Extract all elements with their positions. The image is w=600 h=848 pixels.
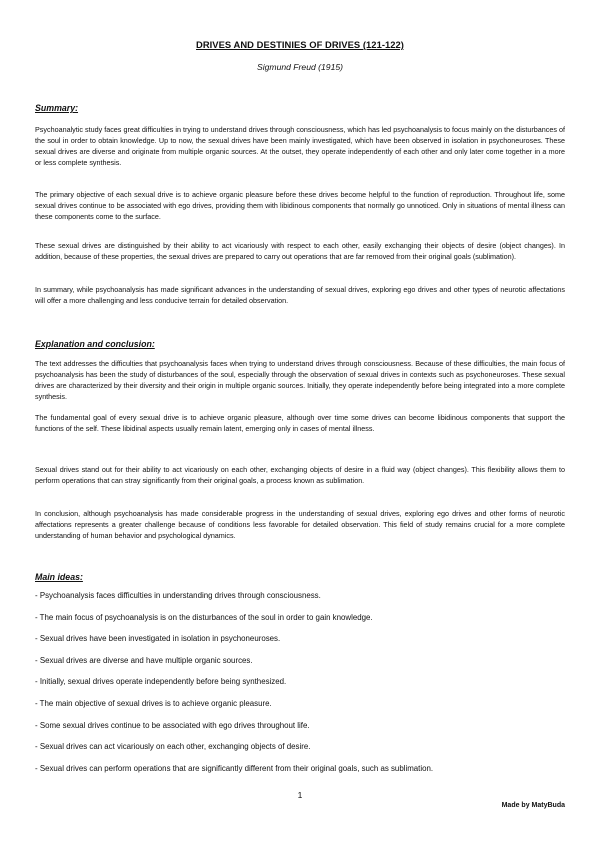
- list-item: - Sexual drives can perform operations that are significantly different from their original goals, such as sublimation.: [35, 763, 434, 773]
- summary-paragraph-1: Psychoanalytic study faces great difficulties in trying to understand drives through consciousness, which has led psychoanalysis to focus mainly on the disturbances of the soul in order to obtain knowledge. Up to now, the sexual drives have been mainly investigated, which have been observed in isolation in psychoneuroses. These sexual drives are diverse and originate from multiple organic sources. At the outset, they operate independently of each other and only later come together in a more or less complete synthesis.: [35, 125, 565, 167]
- main-ideas-heading: Main ideas:: [35, 572, 83, 582]
- explanation-paragraph-2: The fundamental goal of every sexual drive is to achieve organic pleasure, although over time some drives can become libidinous components that support the functions of the self. These libidinal aspects usually remain latent, emerging only in cases of mental illness.: [35, 413, 565, 433]
- page-number: 1: [297, 790, 303, 800]
- list-item: - The main objective of sexual drives is to achieve organic pleasure.: [35, 698, 272, 708]
- document-author: Sigmund Freud (1915): [257, 62, 343, 72]
- document-title: DRIVES AND DESTINIES OF DRIVES (121-122): [196, 39, 404, 50]
- list-item: - The main focus of psychoanalysis is on the disturbances of the soul in order to gain knowledge.: [35, 612, 373, 622]
- explanation-heading: Explanation and conclusion:: [35, 339, 155, 349]
- summary-paragraph-2: The primary objective of each sexual drive is to achieve organic pleasure before these drives become helpful to the function of reproduction. Throughout life, some sexual drives continue to be associated with ego drives, providing them with libidinous components that normally go unnoticed. Only in situations of mental illness can these components come to the surface.: [35, 190, 565, 221]
- author-credit: Made by MatyBuda: [501, 802, 565, 809]
- list-item: - Sexual drives can act vicariously on each other, exchanging objects of desire.: [35, 742, 311, 752]
- summary-heading: Summary:: [35, 103, 79, 113]
- summary-paragraph-3: These sexual drives are distinguished by their ability to act vicariously with respect to each other, easily exchanging their objects of desire (object changes). In addition, because of these properties, the sexual drives are prepared to carry out operations that are far removed from their original goals (sublimation).: [35, 241, 565, 261]
- list-item: - Some sexual drives continue to be associated with ego drives throughout life.: [35, 720, 310, 730]
- summary-paragraph-4: In summary, while psychoanalysis has made significant advances in the understanding of sexual drives, exploring ego drives and other types of neurotic affectations will offer a more challenging and less conducive terrain for detailed observation.: [35, 285, 565, 305]
- list-item: - Psychoanalysis faces difficulties in understanding drives through consciousness.: [35, 591, 321, 600]
- list-item: - Sexual drives are diverse and have multiple organic sources.: [35, 655, 253, 665]
- list-item: - Initially, sexual drives operate independently before being synthesized.: [35, 677, 287, 687]
- list-item: - Sexual drives have been investigated in isolation in psychoneuroses.: [35, 634, 281, 644]
- main-ideas-list: [35, 590, 565, 784]
- explanation-paragraph-3: Sexual drives stand out for their ability to act vicariously on each other, exchanging objects of desire in a fluid way (object changes). This flexibility allows them to perform operations that can stray significantly from their original goals, a process known as sublimation.: [35, 465, 565, 485]
- explanation-paragraph-4: In conclusion, although psychoanalysis has made considerable progress in the understanding of sexual drives, exploring ego drives and other forms of neurotic affectations represents a greater challenge because of conditions less favorable for detailed observation. This field of study remains crucial for a more complete understanding of human behavior and psychological dynamics.: [35, 509, 565, 540]
- explanation-paragraph-1: The text addresses the difficulties that psychoanalysis faces when trying to understand drives through consciousness. Because of these difficulties, the main focus of psychoanalysis has been the study of disturbances of the soul, especially through the observation of sexual drives in contexts such as psychoneuroses. These sexual drives are characterized by their diversity and their origin in multiple organic sources. Initially, they operate independently before being integrated into a more complete synthesis.: [35, 359, 565, 401]
